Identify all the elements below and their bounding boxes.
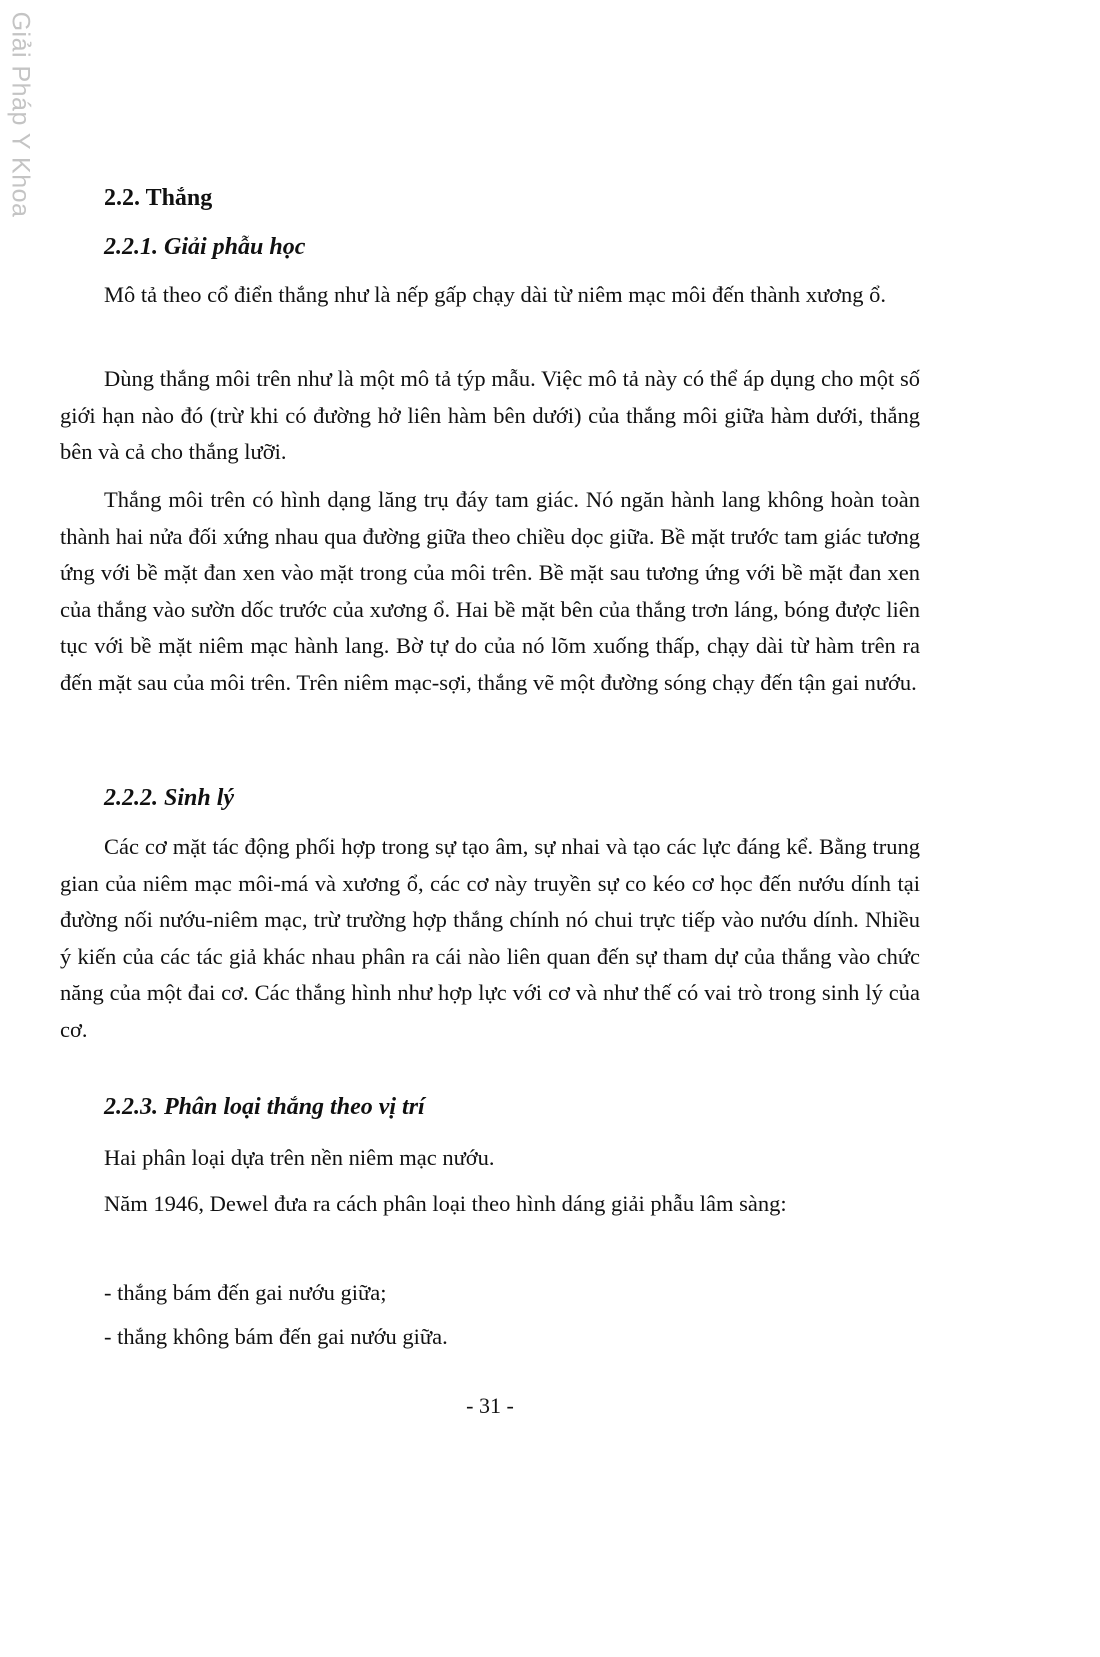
- watermark-text: Giải Pháp Y Khoa: [6, 11, 35, 217]
- page-number: - 31 -: [466, 1393, 514, 1418]
- paragraph-anatomy-1: Mô tả theo cổ điển thắng như là nếp gấp chạy dài từ niêm mạc môi đến thành xương ổ.: [104, 282, 887, 307]
- subsection-heading-anatomy: 2.2.1. Giải phẫu học: [104, 234, 306, 260]
- paragraph-classification-2: Năm 1946, Dewel đưa ra cách phân loại theo hình dáng giải phẫu lâm sàng:: [104, 1191, 787, 1216]
- subsection-heading-physiology: 2.2.2. Sinh lý: [104, 785, 235, 811]
- paragraph-physiology-1: Các cơ mặt tác động phối hợp trong sự tạo âm, sự nhai và tạo các lực đáng kể. Bằng trung gian của niêm mạc môi-má và xương ổ, các cơ này truyền sự co kéo cơ học đến nướu dính tại đường nối nướu-niêm mạc, trừ trường hợp thắng chính nó chui trực tiếp vào nướu dính. Nhiều ý kiến của các tác giả khác nhau phân ra cái nào liên quan đến sự tham dự của thắng vào chức năng của một đai cơ. Các thắng hình như hợp lực với cơ và như thế có vai trò trong sinh lý của cơ.: [60, 834, 920, 1042]
- paragraph-anatomy-2: Dùng thắng môi trên như là một mô tả týp mẫu. Việc mô tả này có thể áp dụng cho một số giới hạn nào đó (trừ khi có đường hở liên hàm bên dưới) của thắng môi giữa hàm dưới, thắng bên và cả cho thắng lưỡi.: [60, 366, 920, 464]
- list-item: - thắng bám đến gai nướu giữa;: [104, 1280, 387, 1305]
- subsection-heading-classification: 2.2.3. Phân loại thắng theo vị trí: [104, 1094, 425, 1120]
- list-item: - thắng không bám đến gai nướu giữa.: [104, 1324, 448, 1349]
- paragraph-anatomy-3: Thắng môi trên có hình dạng lăng trụ đáy tam giác. Nó ngăn hành lang không hoàn toàn thành hai nửa đối xứng nhau qua đường giữa theo chiều dọc giữa. Bề mặt trước tam giác tương ứng với bề mặt đan xen vào mặt trong của môi trên. Bề mặt sau tương ứng với bề mặt đan xen của thắng vào sườn dốc trước của xương ổ. Hai bề mặt bên của thắng trơn láng, bóng được liên tục với bề mặt niêm mạc hành lang. Bờ tự do của nó lõm xuống thấp, chạy dài từ hàm trên ra đến mặt sau của môi trên. Trên niêm mạc-sợi, thắng vẽ một đường sóng chạy đến tận gai nướu.: [60, 487, 920, 695]
- paragraph-classification-1: Hai phân loại dựa trên nền niêm mạc nướu.: [104, 1145, 495, 1170]
- watermark: [6, 11, 35, 217]
- section-heading: 2.2. Thắng: [104, 185, 213, 211]
